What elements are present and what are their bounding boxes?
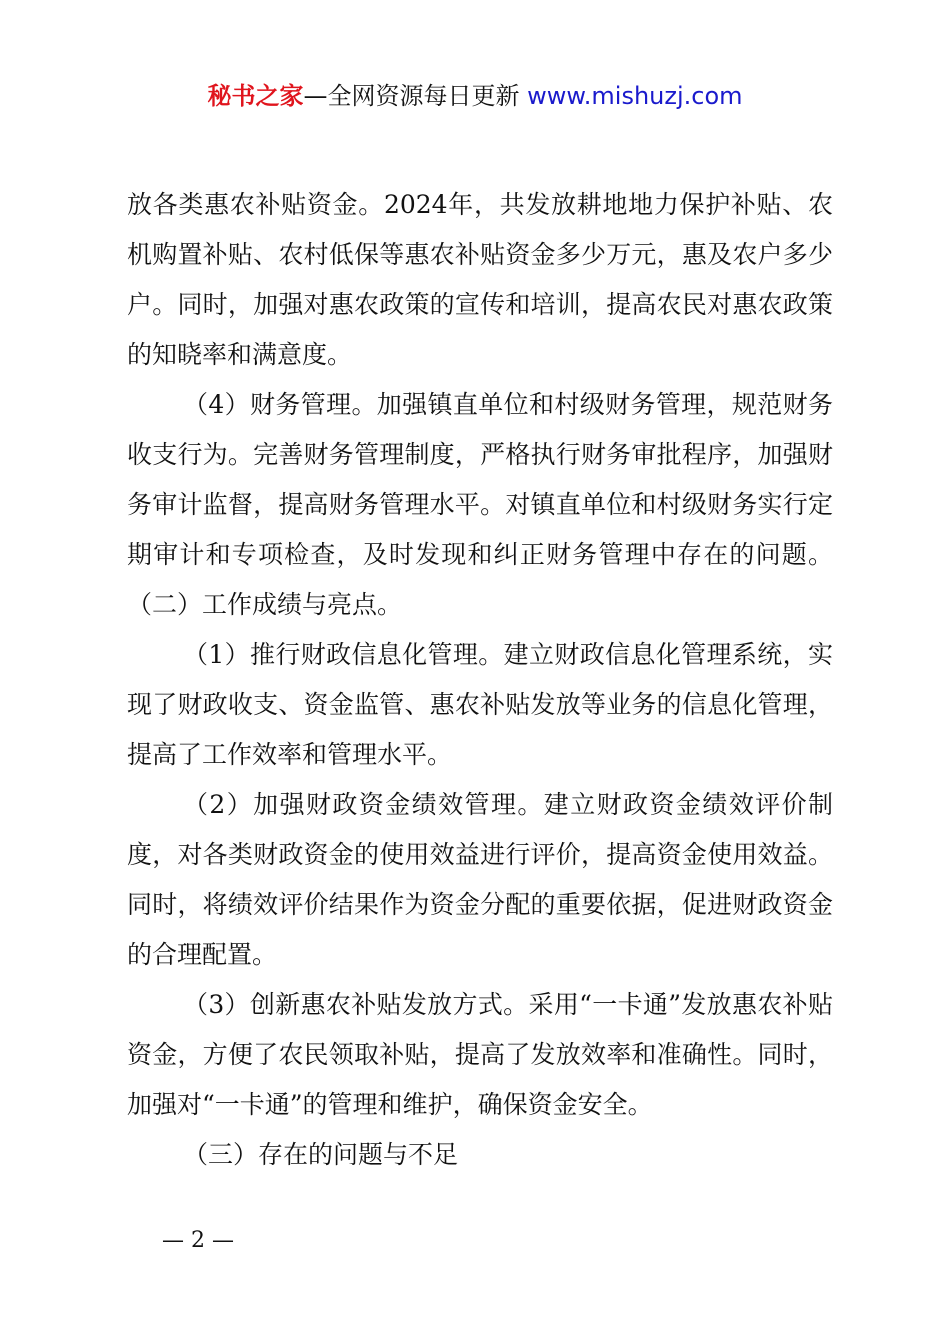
paragraph-informatization: （1）推行财政信息化管理。建立财政信息化管理系统，实现了财政收支、资金监管、惠农补贴发放等业务的信息化管理，提高了工作效率和管理水平。 [127, 640, 833, 769]
section-heading-problems: （三）存在的问题与不足 [183, 1140, 459, 1169]
brand-name: 秘书之家 [207, 82, 304, 110]
site-url[interactable]: www.mishuzj.com [527, 82, 743, 110]
paragraph-performance-management: （2）加强财政资金绩效管理。建立财政资金绩效评价制度，对各类财政资金的使用效益进行评价，提高资金使用效益。同时，将绩效评价结果作为资金分配的重要依据，促进财政资金的合理配置。 [127, 790, 833, 969]
paragraph-financial-management: （4）财务管理。加强镇直单位和村级财务管理，规范财务收支行为。完善财务管理制度，严格执行财务审批程序，加强财务审计监督，提高财务管理水平。对镇直单位和村级财务实行定期审计和专项检查，及时发现和纠正财务管理中存在的问题。（二）工作成绩与亮点。 [127, 390, 833, 619]
page-number: — 2 — [162, 1228, 234, 1253]
page-header [0, 80, 950, 112]
paragraph-continuation: 放各类惠农补贴资金。2024年，共发放耕地地力保护补贴、农机购置补贴、农村低保等惠农补贴资金多少万元，惠及农户多少户。同时，加强对惠农政策的宣传和培训，提高农民对惠农政策的知晓率和满意度。 [127, 190, 833, 369]
paragraph-subsidy-innovation: （3）创新惠农补贴发放方式。采用“一卡通”发放惠农补贴资金，方便了农民领取补贴，提高了发放效率和准确性。同时，加强对“一卡通”的管理和维护，确保资金安全。 [127, 990, 833, 1119]
document-body [127, 180, 833, 1180]
header-tagline: —全网资源每日更新 [303, 82, 528, 110]
